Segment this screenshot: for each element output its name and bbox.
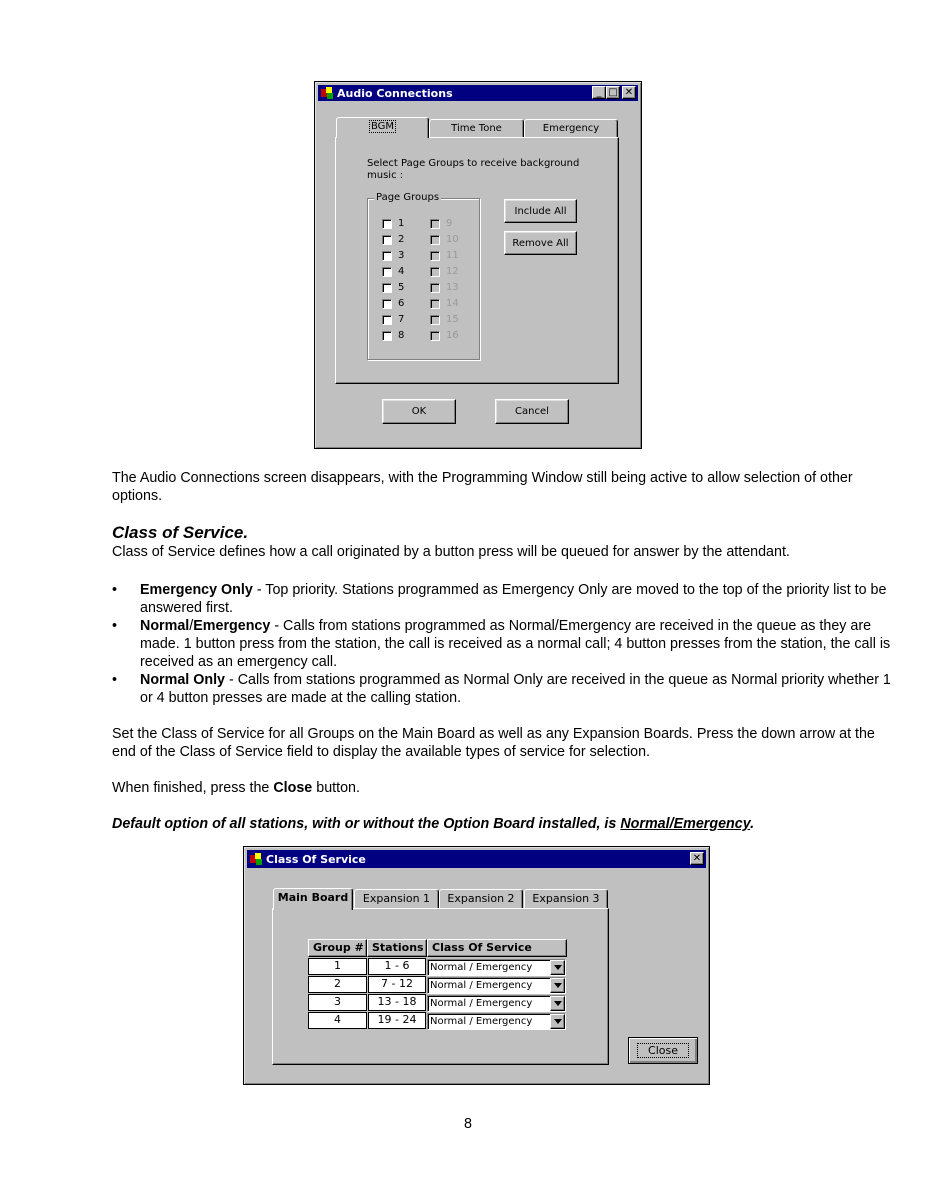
checkbox-box: [430, 235, 440, 245]
bullet-normal-only: [112, 671, 892, 707]
class-of-service-dropdown[interactable]: [427, 959, 566, 976]
group-number-cell[interactable]: 2: [308, 976, 367, 993]
page-group-checkbox[interactable]: [382, 234, 404, 245]
remove-all-button[interactable]: Remove All: [504, 231, 577, 255]
checkbox-label: 13: [446, 282, 459, 293]
checkbox-label: 14: [446, 298, 459, 309]
header-stations: Stations: [367, 939, 427, 957]
bullet-dot: •: [112, 618, 118, 634]
class-of-service-dropdown[interactable]: [427, 995, 566, 1012]
header-group-number: Group #: [308, 939, 367, 957]
close-emphasis: Close: [273, 780, 313, 796]
checkbox-box[interactable]: [382, 299, 392, 309]
tab-time-tone[interactable]: Time Tone: [429, 119, 524, 137]
class-of-service-value: Normal / Emergency: [430, 980, 533, 991]
bullet-dot: •: [112, 582, 118, 598]
checkbox-box[interactable]: [382, 331, 392, 341]
dropdown-arrow-icon[interactable]: [550, 1014, 565, 1029]
audio-connections-window: [314, 81, 642, 449]
page-group-checkbox[interactable]: [382, 218, 404, 229]
page-group-checkbox[interactable]: [382, 250, 404, 261]
checkbox-box: [430, 299, 440, 309]
checkbox-box: [430, 251, 440, 261]
group-number-cell[interactable]: 4: [308, 1012, 367, 1029]
maximize-button[interactable]: [606, 86, 620, 99]
checkbox-label: 9: [446, 218, 453, 229]
page-group-checkbox-disabled: [430, 218, 452, 229]
page-group-checkbox-disabled: [430, 298, 459, 309]
page-group-checkbox[interactable]: [382, 314, 404, 325]
bullet-term-separator: /: [189, 618, 194, 634]
checkbox-label: 15: [446, 314, 459, 325]
dropdown-arrow-icon[interactable]: [550, 996, 565, 1011]
ok-button[interactable]: OK: [382, 399, 456, 424]
page-groups-title: Page Groups: [376, 192, 440, 203]
dropdown-arrow-icon[interactable]: [550, 978, 565, 993]
page-group-checkbox-disabled: [430, 314, 459, 325]
page-group-checkbox-disabled: [430, 250, 459, 261]
paragraph-cos-definition: Class of Service defines how a call originated by a button press will be queued for answer by the attendant.: [112, 544, 790, 560]
paragraph-when-finished: When finished, press the Close button.: [112, 780, 360, 796]
paragraph-default-option: Default option of all stations, with or without the Option Board installed, is Normal/Emergency.: [112, 816, 755, 832]
checkbox-label: 12: [446, 266, 459, 277]
checkbox-box: [430, 219, 440, 229]
app-icon: [249, 852, 263, 866]
page-group-checkbox-disabled: [430, 234, 459, 245]
bullet-emergency-only: [112, 581, 892, 617]
heading-class-of-service: Class of Service.: [112, 523, 249, 542]
tab-main-board[interactable]: Main Board: [273, 888, 353, 910]
bullet-text: - Top priority. Stations programmed as Emergency Only are moved to the top of the priority list to be answered first.: [140, 582, 887, 616]
checkbox-box: [430, 315, 440, 325]
checkbox-box: [430, 331, 440, 341]
maximize-icon: □: [608, 87, 618, 98]
main-board-panel: [272, 908, 609, 1065]
page-group-checkbox[interactable]: [382, 266, 404, 277]
bullet-term: Normal Only: [140, 672, 226, 688]
checkbox-label: 11: [446, 250, 459, 261]
close-window-button[interactable]: Close: [628, 1037, 698, 1064]
minimize-icon: _: [596, 87, 602, 98]
page-group-checkbox-disabled: [430, 266, 459, 277]
group-number-cell[interactable]: 1: [308, 958, 367, 975]
checkbox-box[interactable]: [382, 235, 392, 245]
checkbox-box[interactable]: [382, 219, 392, 229]
default-value: Normal/Emergency: [620, 816, 751, 832]
checkbox-box: [430, 267, 440, 277]
tab-expansion-1[interactable]: Expansion 1: [354, 889, 439, 908]
minimize-button[interactable]: [592, 86, 606, 99]
checkbox-box[interactable]: [382, 267, 392, 277]
bullet-dot: •: [112, 672, 118, 688]
checkbox-label: 10: [446, 234, 459, 245]
dropdown-arrow-icon[interactable]: [550, 960, 565, 975]
bgm-tab-panel: [335, 137, 619, 384]
checkbox-label: 6: [398, 298, 405, 309]
page-group-checkbox[interactable]: [382, 330, 404, 341]
tab-expansion-3[interactable]: Expansion 3: [524, 889, 608, 908]
checkbox-label: 3: [398, 250, 405, 261]
checkbox-label: 7: [398, 314, 405, 325]
audio-window-title: Audio Connections: [337, 86, 453, 100]
group-number-cell[interactable]: 3: [308, 994, 367, 1011]
app-icon: [320, 86, 334, 100]
tab-expansion-2[interactable]: Expansion 2: [439, 889, 523, 908]
checkbox-label: 4: [398, 266, 405, 277]
cos-window-title: Class Of Service: [266, 852, 366, 866]
checkbox-label: 8: [398, 330, 405, 341]
bullet-text: - Calls from stations programmed as Normal Only are received in the queue as Normal priority whether 1 or 4 button presses are made at the calling station.: [140, 672, 891, 706]
bullet-term-2: Emergency: [193, 618, 271, 634]
class-of-service-window: [243, 846, 710, 1085]
bullet-text: - Calls from stations programmed as Normal/Emergency are received in the queue as they are made. 1 button press from the station, the call is received as a normal call; 4 button presses from the station, the call is received as an emergency call.: [140, 618, 891, 670]
checkbox-box[interactable]: [382, 315, 392, 325]
cancel-button[interactable]: Cancel: [495, 399, 569, 424]
stations-cell[interactable]: 1 - 6: [368, 958, 426, 975]
audio-titlebar[interactable]: [318, 85, 638, 101]
close-button[interactable]: [622, 86, 636, 99]
checkbox-label: 1: [398, 218, 405, 229]
class-of-service-value: Normal / Emergency: [430, 998, 533, 1009]
stations-cell[interactable]: 7 - 12: [368, 976, 426, 993]
tab-emergency[interactable]: Emergency: [524, 119, 618, 137]
page-groups-box: [367, 192, 480, 360]
class-of-service-dropdown[interactable]: [427, 977, 566, 994]
page-number: 8: [464, 1116, 472, 1132]
cos-titlebar[interactable]: [247, 850, 706, 868]
checkbox-label: 16: [446, 330, 459, 341]
paragraph-audio-disappears: The Audio Connections screen disappears, with the Programming Window still being active to allow selection of other options.: [112, 470, 853, 504]
bullet-term: Emergency Only: [140, 582, 253, 598]
include-all-button[interactable]: Include All: [504, 199, 577, 223]
bgm-instruction: Select Page Groups to receive background music :: [367, 158, 580, 181]
page-group-checkbox-disabled: [430, 282, 459, 293]
class-of-service-value: Normal / Emergency: [430, 962, 533, 973]
header-class-of-service: Class Of Service: [427, 939, 567, 957]
page-group-checkbox[interactable]: [382, 298, 404, 309]
class-of-service-dropdown[interactable]: [427, 1013, 566, 1030]
checkbox-box: [430, 283, 440, 293]
bullet-term: Normal: [140, 618, 190, 634]
tab-bgm[interactable]: BGM: [336, 117, 429, 138]
cos-close-button[interactable]: [690, 852, 704, 865]
stations-cell[interactable]: 19 - 24: [368, 1012, 426, 1029]
checkbox-box[interactable]: [382, 251, 392, 261]
class-of-service-value: Normal / Emergency: [430, 1016, 533, 1027]
close-icon: ✕: [624, 87, 634, 98]
checkbox-box[interactable]: [382, 283, 392, 293]
page-group-checkbox-disabled: [430, 330, 459, 341]
checkbox-label: 5: [398, 282, 405, 293]
paragraph-set-cos: Set the Class of Service for all Groups on the Main Board as well as any Expansion Boards. Press the down arrow at the end of the Class of Service field to display the available types of service for selection.: [112, 726, 875, 760]
bullet-normal-emergency: [112, 617, 892, 671]
checkbox-label: 2: [398, 234, 405, 245]
close-icon: ✕: [692, 853, 702, 864]
page-group-checkbox[interactable]: [382, 282, 404, 293]
stations-cell[interactable]: 13 - 18: [368, 994, 426, 1011]
